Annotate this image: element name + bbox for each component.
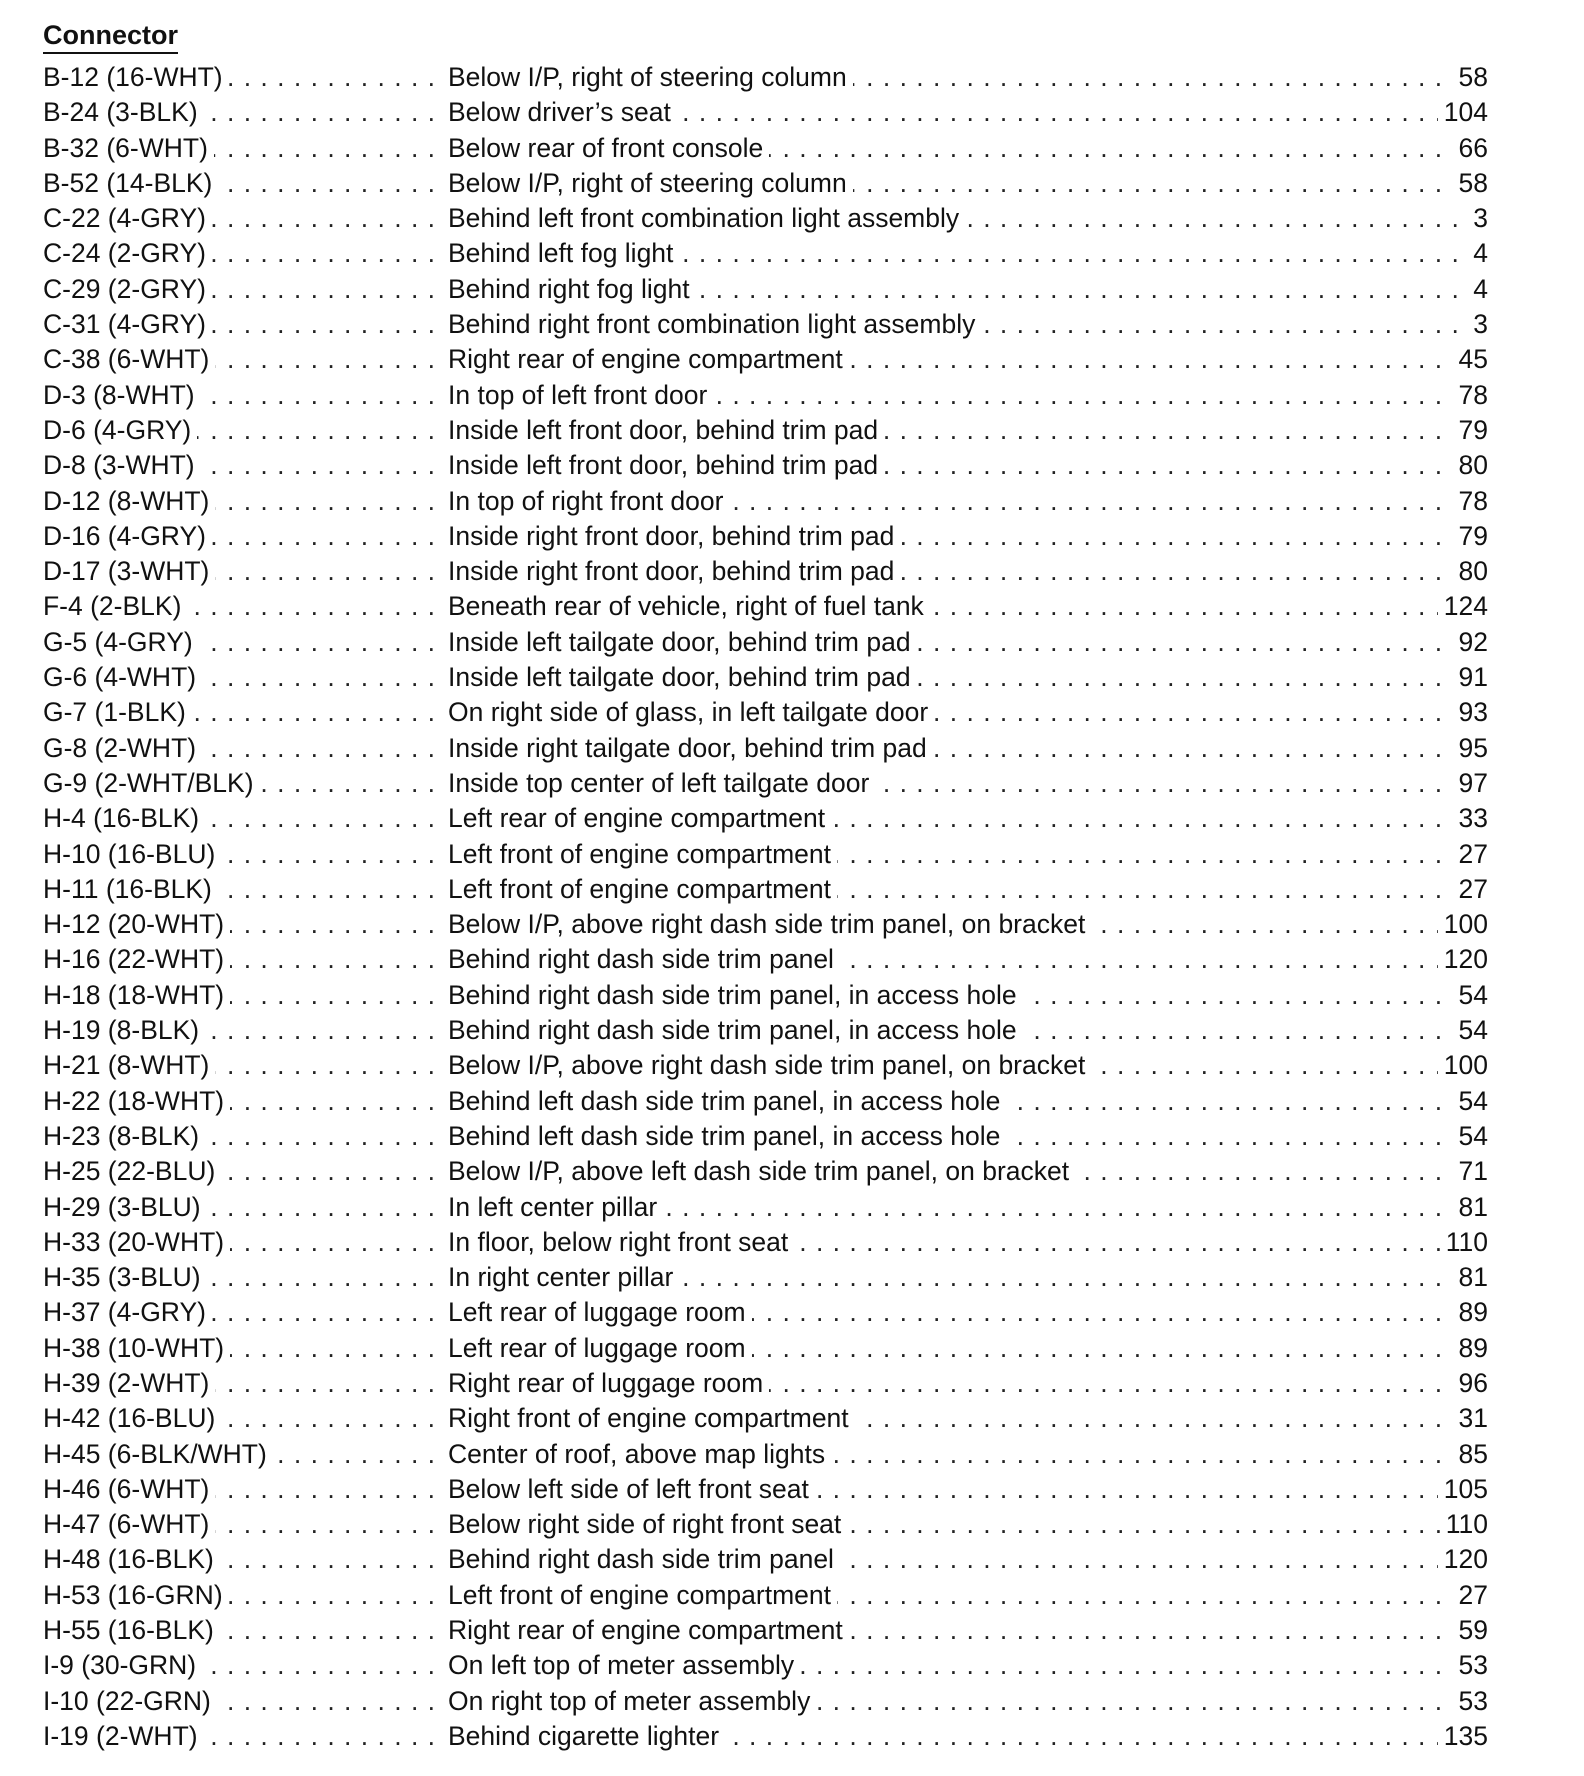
connector-location: Left rear of luggage room [448, 1297, 752, 1327]
connector-cell [43, 60, 441, 95]
connector-cell [43, 766, 441, 801]
connector-location: Behind right dash side trim panel [448, 1544, 840, 1574]
location-cell [448, 1048, 1488, 1083]
list-item [43, 1225, 1488, 1260]
connector-id: H-23 (8-BLK) [43, 1121, 205, 1151]
connector-id: H-4 (16-BLK) [43, 803, 205, 833]
location-cell [448, 1437, 1488, 1472]
connector-id: G-9 (2-WHT/BLK) [43, 768, 260, 798]
connector-id: H-29 (3-BLU) [43, 1192, 207, 1222]
connector-location: Right rear of engine compartment [448, 344, 849, 374]
page-number: 78 [1453, 484, 1488, 519]
page-number: 71 [1453, 1154, 1488, 1189]
connector-location: Below I/P, right of steering column [448, 62, 853, 92]
location-cell [448, 1719, 1488, 1754]
connector-location: Behind right dash side trim panel, in access hole [448, 980, 1023, 1010]
connector-cell [43, 1507, 441, 1542]
connector-id: F-4 (2-BLK) [43, 591, 187, 621]
connector-id: H-37 (4-GRY) [43, 1297, 212, 1327]
page-number: 79 [1453, 413, 1488, 448]
connector-location: In top of left front door [448, 380, 713, 410]
connector-location: Inside top center of left tailgate door [448, 768, 875, 798]
list-item [43, 1013, 1488, 1048]
connector-location: On right side of glass, in left tailgate door [448, 697, 934, 727]
connector-cell [43, 1719, 441, 1754]
list-item [43, 625, 1488, 660]
page-number: 27 [1453, 1578, 1488, 1613]
connector-id: D-12 (8-WHT) [43, 486, 215, 516]
page-number: 104 [1438, 95, 1488, 130]
page-number: 100 [1438, 907, 1488, 942]
page-number: 85 [1453, 1437, 1488, 1472]
connector-cell [43, 1225, 441, 1260]
connector-location: Below I/P, above right dash side trim panel, on bracket [448, 909, 1091, 939]
connector-cell [43, 660, 441, 695]
connector-id: G-7 (1-BLK) [43, 697, 192, 727]
location-cell [448, 201, 1488, 236]
location-cell [448, 484, 1488, 519]
list-item [43, 801, 1488, 836]
connector-cell [43, 1331, 441, 1366]
connector-cell [43, 1472, 441, 1507]
connector-id: B-12 (16-WHT) [43, 62, 229, 92]
page-number: 124 [1438, 589, 1488, 624]
connector-cell [43, 378, 441, 413]
connector-cell [43, 801, 441, 836]
connector-id: B-24 (3-BLK) [43, 97, 204, 127]
list-item [43, 1295, 1488, 1330]
location-cell [448, 272, 1488, 307]
location-cell [448, 1366, 1488, 1401]
connector-location: Below rear of front console [448, 133, 769, 163]
page-number: 120 [1438, 1542, 1488, 1577]
list-item [43, 589, 1488, 624]
location-cell [448, 1084, 1488, 1119]
connector-location: Below I/P, above left dash side trim panel, on bracket [448, 1156, 1075, 1186]
connector-location: On right top of meter assembly [448, 1686, 816, 1716]
location-cell [448, 695, 1488, 730]
connector-cell [43, 1013, 441, 1048]
page-number: 54 [1453, 1013, 1488, 1048]
connector-cell [43, 1648, 441, 1683]
connector-cell [43, 342, 441, 377]
connector-cell [43, 131, 441, 166]
connector-id: H-18 (18-WHT) [43, 980, 230, 1010]
page-number: 79 [1453, 519, 1488, 554]
page-number: 54 [1453, 978, 1488, 1013]
list-item [43, 1190, 1488, 1225]
connector-cell [43, 1084, 441, 1119]
connector-id: B-32 (6-WHT) [43, 133, 214, 163]
location-cell [448, 236, 1488, 271]
connector-id: D-17 (3-WHT) [43, 556, 215, 586]
list-item [43, 554, 1488, 589]
location-cell [448, 872, 1488, 907]
list-item [43, 837, 1488, 872]
connector-cell [43, 1119, 441, 1154]
connector-location: Left front of engine compartment [448, 1580, 837, 1610]
location-cell [448, 1190, 1488, 1225]
list-item [43, 872, 1488, 907]
connector-location: In floor, below right front seat [448, 1227, 794, 1257]
page-number: 100 [1438, 1048, 1488, 1083]
location-cell [448, 131, 1488, 166]
connector-id: H-25 (22-BLU) [43, 1156, 221, 1186]
connector-location: Beneath rear of vehicle, right of fuel tank [448, 591, 930, 621]
page-number: 110 [1440, 1507, 1488, 1542]
page-number: 89 [1453, 1295, 1488, 1330]
connector-cell [43, 837, 441, 872]
connector-id: H-42 (16-BLU) [43, 1403, 221, 1433]
page-number: 80 [1453, 448, 1488, 483]
location-cell [448, 660, 1488, 695]
location-cell [448, 801, 1488, 836]
connector-location: Behind left fog light [448, 238, 679, 268]
connector-cell [43, 1613, 441, 1648]
location-cell [448, 378, 1488, 413]
list-item [43, 484, 1488, 519]
list-item [43, 131, 1488, 166]
page-number: 3 [1467, 307, 1488, 342]
connector-cell [43, 1190, 441, 1225]
location-cell [448, 625, 1488, 660]
list-item [43, 1331, 1488, 1366]
connector-location: Center of roof, above map lights [448, 1439, 831, 1469]
connector-id: H-47 (6-WHT) [43, 1509, 215, 1539]
connector-location: Inside right front door, behind trim pad [448, 556, 900, 586]
connector-location: Right rear of luggage room [448, 1368, 769, 1398]
connector-cell [43, 307, 441, 342]
list-item [43, 1507, 1488, 1542]
connector-id: I-9 (30-GRN) [43, 1650, 202, 1680]
connector-location: In top of right front door [448, 486, 729, 516]
connector-id: H-33 (20-WHT) [43, 1227, 230, 1257]
connector-cell [43, 554, 441, 589]
list-item [43, 166, 1488, 201]
location-cell [448, 1331, 1488, 1366]
location-cell [448, 1472, 1488, 1507]
location-cell [448, 60, 1488, 95]
location-cell [448, 413, 1488, 448]
connector-id: D-8 (3-WHT) [43, 450, 201, 480]
connector-cell [43, 166, 441, 201]
page-number: 31 [1453, 1401, 1488, 1436]
page-number: 54 [1453, 1119, 1488, 1154]
page-number: 4 [1467, 272, 1488, 307]
connector-cell [43, 448, 441, 483]
list-item [43, 413, 1488, 448]
list-item [43, 60, 1488, 95]
connector-id: H-11 (16-BLK) [43, 874, 218, 904]
connector-cell [43, 484, 441, 519]
connector-id: H-10 (16-BLU) [43, 839, 221, 869]
page-number: 54 [1453, 1084, 1488, 1119]
connector-location: Inside right front door, behind trim pad [448, 521, 900, 551]
connector-id: D-6 (4-GRY) [43, 415, 197, 445]
page-heading: Connector [43, 18, 178, 54]
connector-id: H-53 (16-GRN) [43, 1580, 229, 1610]
page-number: 89 [1453, 1331, 1488, 1366]
connector-location: Right rear of engine compartment [448, 1615, 849, 1645]
list-item [43, 1719, 1488, 1754]
connector-cell [43, 589, 441, 624]
page-number: 95 [1453, 731, 1488, 766]
list-item [43, 1578, 1488, 1613]
connector-cell [43, 1578, 441, 1613]
connector-location: In left center pillar [448, 1192, 663, 1222]
list-item [43, 1260, 1488, 1295]
list-item [43, 1048, 1488, 1083]
page-number: 58 [1453, 166, 1488, 201]
connector-location: Behind right dash side trim panel, in access hole [448, 1015, 1023, 1045]
connector-id: H-35 (3-BLU) [43, 1262, 207, 1292]
connector-location: Below right side of right front seat [448, 1509, 847, 1539]
location-cell [448, 1119, 1488, 1154]
list-item [43, 1154, 1488, 1189]
connector-id: H-19 (8-BLK) [43, 1015, 205, 1045]
connector-location: Below I/P, above right dash side trim panel, on bracket [448, 1050, 1091, 1080]
list-item [43, 307, 1488, 342]
page-number: 45 [1453, 342, 1488, 377]
connector-id: I-10 (22-GRN) [43, 1686, 217, 1716]
list-item [43, 766, 1488, 801]
connector-id: B-52 (14-BLK) [43, 168, 218, 198]
list-item [43, 1472, 1488, 1507]
page-number: 33 [1453, 801, 1488, 836]
location-cell [448, 95, 1488, 130]
connector-id: I-19 (2-WHT) [43, 1721, 204, 1751]
list-item [43, 731, 1488, 766]
page-number: 91 [1453, 660, 1488, 695]
connector-id: H-48 (16-BLK) [43, 1544, 220, 1574]
page-number: 66 [1453, 131, 1488, 166]
location-cell [448, 1295, 1488, 1330]
connector-id: D-3 (8-WHT) [43, 380, 201, 410]
connector-cell [43, 625, 441, 660]
connector-id: H-21 (8-WHT) [43, 1050, 215, 1080]
connector-id: C-22 (4-GRY) [43, 203, 212, 233]
page-number: 120 [1438, 942, 1488, 977]
list-item [43, 236, 1488, 271]
location-cell [448, 766, 1488, 801]
connector-id: H-46 (6-WHT) [43, 1474, 215, 1504]
connector-id: C-29 (2-GRY) [43, 274, 212, 304]
connector-cell [43, 272, 441, 307]
list-item [43, 978, 1488, 1013]
location-cell [448, 942, 1488, 977]
connector-cell [43, 942, 441, 977]
connector-id: C-24 (2-GRY) [43, 238, 212, 268]
location-cell [448, 589, 1488, 624]
page-number: 105 [1438, 1472, 1488, 1507]
connector-cell [43, 907, 441, 942]
connector-cell [43, 1048, 441, 1083]
connector-cell [43, 201, 441, 236]
connector-location: On left top of meter assembly [448, 1650, 800, 1680]
list-item [43, 1613, 1488, 1648]
location-cell [448, 907, 1488, 942]
connector-id: H-22 (18-WHT) [43, 1086, 230, 1116]
list-item [43, 695, 1488, 730]
list-item [43, 1401, 1488, 1436]
connector-id: D-16 (4-GRY) [43, 521, 212, 551]
connector-cell [43, 1260, 441, 1295]
connector-cell [43, 978, 441, 1013]
connector-location: Behind left front combination light assembly [448, 203, 965, 233]
connector-cell [43, 236, 441, 271]
connector-id: G-6 (4-WHT) [43, 662, 202, 692]
connector-cell [43, 872, 441, 907]
list-item [43, 907, 1488, 942]
connector-id: C-38 (6-WHT) [43, 344, 215, 374]
list-item [43, 1648, 1488, 1683]
connector-location: Inside left front door, behind trim pad [448, 450, 884, 480]
page-number: 135 [1438, 1719, 1488, 1754]
connector-cell [43, 1542, 441, 1577]
connector-location: Below I/P, right of steering column [448, 168, 853, 198]
connector-list [43, 60, 1488, 1754]
connector-cell [43, 519, 441, 554]
location-cell [448, 1648, 1488, 1683]
connector-location: Below driver’s seat [448, 97, 677, 127]
list-item [43, 1119, 1488, 1154]
list-item [43, 95, 1488, 130]
page-number: 81 [1453, 1260, 1488, 1295]
connector-cell [43, 95, 441, 130]
connector-location: Behind cigarette lighter [448, 1721, 725, 1751]
connector-location: Inside right tailgate door, behind trim pad [448, 733, 933, 763]
page-number: 81 [1453, 1190, 1488, 1225]
connector-location: Right front of engine compartment [448, 1403, 855, 1433]
page-number: 4 [1467, 236, 1488, 271]
connector-cell [43, 1684, 441, 1719]
list-item [43, 448, 1488, 483]
location-cell [448, 448, 1488, 483]
list-item [43, 519, 1488, 554]
connector-id: H-39 (2-WHT) [43, 1368, 215, 1398]
connector-index-page [43, 18, 1488, 1754]
connector-location: Left front of engine compartment [448, 874, 837, 904]
page-number: 92 [1453, 625, 1488, 660]
page-number: 80 [1453, 554, 1488, 589]
connector-cell [43, 1154, 441, 1189]
location-cell [448, 731, 1488, 766]
connector-location: Inside left front door, behind trim pad [448, 415, 884, 445]
list-item [43, 942, 1488, 977]
connector-location: Inside left tailgate door, behind trim pad [448, 627, 917, 657]
list-item [43, 660, 1488, 695]
connector-location: Left rear of engine compartment [448, 803, 831, 833]
page-number: 93 [1453, 695, 1488, 730]
location-cell [448, 1225, 1488, 1260]
connector-cell [43, 695, 441, 730]
connector-location: In right center pillar [448, 1262, 679, 1292]
connector-id: H-16 (22-WHT) [43, 944, 230, 974]
list-item [43, 1684, 1488, 1719]
connector-id: H-55 (16-BLK) [43, 1615, 220, 1645]
connector-location: Below left side of left front seat [448, 1474, 815, 1504]
location-cell [448, 1154, 1488, 1189]
location-cell [448, 1684, 1488, 1719]
page-number: 58 [1453, 60, 1488, 95]
location-cell [448, 519, 1488, 554]
connector-id: C-31 (4-GRY) [43, 309, 212, 339]
location-cell [448, 342, 1488, 377]
connector-id: G-5 (4-GRY) [43, 627, 199, 657]
connector-cell [43, 731, 441, 766]
connector-id: G-8 (2-WHT) [43, 733, 202, 763]
list-item [43, 1366, 1488, 1401]
location-cell [448, 1613, 1488, 1648]
connector-cell [43, 413, 441, 448]
list-item [43, 378, 1488, 413]
page-number: 96 [1453, 1366, 1488, 1401]
location-cell [448, 978, 1488, 1013]
location-cell [448, 1013, 1488, 1048]
location-cell [448, 837, 1488, 872]
list-item [43, 1542, 1488, 1577]
connector-location: Behind left dash side trim panel, in access hole [448, 1086, 1006, 1116]
location-cell [448, 554, 1488, 589]
connector-cell [43, 1401, 441, 1436]
connector-cell [43, 1366, 441, 1401]
connector-id: H-45 (6-BLK/WHT) [43, 1439, 273, 1469]
page-number: 59 [1453, 1613, 1488, 1648]
page-number: 53 [1453, 1684, 1488, 1719]
page-number: 97 [1453, 766, 1488, 801]
connector-location: Behind left dash side trim panel, in access hole [448, 1121, 1006, 1151]
page-number: 53 [1453, 1648, 1488, 1683]
connector-location: Left rear of luggage room [448, 1333, 752, 1363]
location-cell [448, 1507, 1488, 1542]
page-number: 3 [1467, 201, 1488, 236]
connector-location: Behind right fog light [448, 274, 696, 304]
location-cell [448, 1578, 1488, 1613]
page-number: 78 [1453, 378, 1488, 413]
location-cell [448, 1260, 1488, 1295]
connector-location: Left front of engine compartment [448, 839, 837, 869]
connector-id: H-12 (20-WHT) [43, 909, 230, 939]
list-item [43, 1084, 1488, 1119]
location-cell [448, 307, 1488, 342]
page-number: 110 [1440, 1225, 1488, 1260]
page-number: 27 [1453, 872, 1488, 907]
connector-location: Behind right front combination light assembly [448, 309, 981, 339]
location-cell [448, 1401, 1488, 1436]
connector-cell [43, 1437, 441, 1472]
connector-location: Inside left tailgate door, behind trim pad [448, 662, 917, 692]
location-cell [448, 166, 1488, 201]
connector-cell [43, 1295, 441, 1330]
connector-id: H-38 (10-WHT) [43, 1333, 230, 1363]
list-item [43, 1437, 1488, 1472]
list-item [43, 342, 1488, 377]
page-number: 27 [1453, 837, 1488, 872]
list-item [43, 272, 1488, 307]
list-item [43, 201, 1488, 236]
location-cell [448, 1542, 1488, 1577]
connector-location: Behind right dash side trim panel [448, 944, 840, 974]
